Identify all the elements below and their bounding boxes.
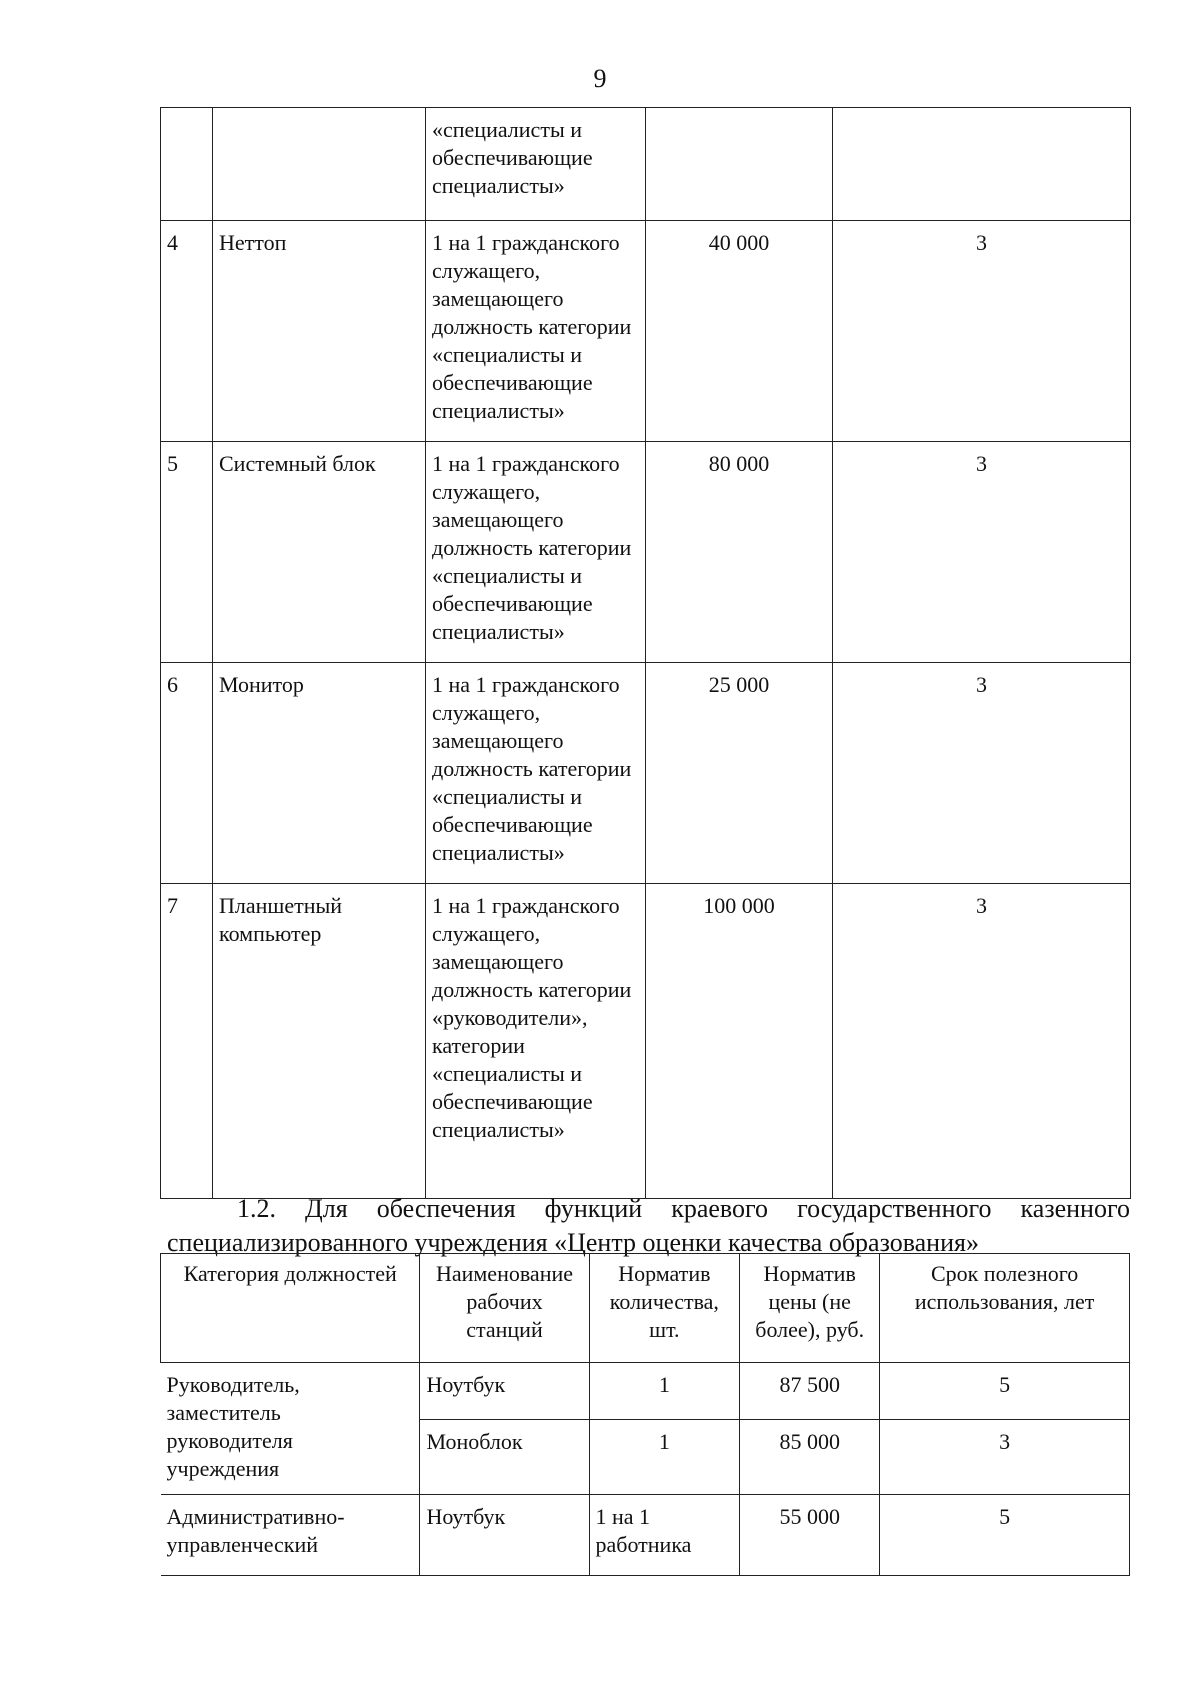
position-category-cell: Административно- управленческий <box>161 1495 420 1576</box>
item-name-cell <box>213 108 426 221</box>
education-center-workstations-table <box>160 1253 1130 1576</box>
page-number: 9 <box>593 64 607 93</box>
row-number-cell: 5 <box>161 442 213 663</box>
workstation-norms-table <box>160 107 1131 1199</box>
quantity-norm-cell: 1 на 1 гражданского служащего, замещающего должность категории «специалисты и обеспечивающие специалисты» <box>426 663 646 884</box>
quantity-cell: 1 <box>589 1420 740 1495</box>
table-row <box>161 221 1131 442</box>
table-row <box>161 442 1131 663</box>
quantity-norm-cell: «специалисты и обеспечивающие специалисты» <box>426 108 646 221</box>
section-heading-line-2: специализированного учреждения «Центр оценки качества образования» <box>167 1228 979 1257</box>
header-price-norm: Норматив цены (не более), руб. <box>740 1254 880 1363</box>
useful-life-cell: 5 <box>880 1363 1130 1420</box>
row-number-cell: 6 <box>161 663 213 884</box>
price-cell: 55 000 <box>740 1495 880 1576</box>
row-number-cell: 7 <box>161 884 213 1199</box>
useful-life-cell: 5 <box>880 1495 1130 1576</box>
useful-life-cell: 3 <box>833 884 1131 1199</box>
useful-life-cell: 3 <box>833 221 1131 442</box>
station-name-cell: Ноутбук <box>420 1495 589 1576</box>
station-name-cell: Моноблок <box>420 1420 589 1495</box>
useful-life-cell: 3 <box>833 442 1131 663</box>
quantity-norm-cell: 1 на 1 гражданского служащего, замещающего должность категории «руководители», категории «специалисты и обеспечивающие специалисты» <box>426 884 646 1199</box>
header-position-category: Категория должностей <box>161 1254 420 1363</box>
station-name-cell: Ноутбук <box>420 1363 589 1420</box>
price-norm-cell: 100 000 <box>646 884 833 1199</box>
section-heading-line-1: 1.2. Для обеспечения функций краевого государственного казенного <box>237 1194 1130 1223</box>
table-row <box>161 108 1131 221</box>
quantity-cell: 1 на 1 работника <box>589 1495 740 1576</box>
header-station-name: Наименование рабочих станций <box>420 1254 589 1363</box>
item-name-cell: Системный блок <box>213 442 426 663</box>
quantity-norm-cell: 1 на 1 гражданского служащего, замещающего должность категории «специалисты и обеспечивающие специалисты» <box>426 221 646 442</box>
header-useful-life: Срок полезного использования, лет <box>880 1254 1130 1363</box>
price-norm-cell <box>646 108 833 221</box>
position-category-cell: Руководитель, заместитель руководителя учреждения <box>161 1363 420 1495</box>
row-number-cell: 4 <box>161 221 213 442</box>
price-norm-cell: 40 000 <box>646 221 833 442</box>
useful-life-cell: 3 <box>833 663 1131 884</box>
table-row <box>161 884 1131 1199</box>
useful-life-cell: 3 <box>880 1420 1130 1495</box>
item-name-cell: Неттоп <box>213 221 426 442</box>
useful-life-cell <box>833 108 1131 221</box>
row-number-cell <box>161 108 213 221</box>
quantity-cell: 1 <box>589 1363 740 1420</box>
section-paragraph <box>167 1192 1130 1260</box>
price-cell: 85 000 <box>740 1420 880 1495</box>
price-cell: 87 500 <box>740 1363 880 1420</box>
price-norm-cell: 80 000 <box>646 442 833 663</box>
table-row <box>161 1363 1130 1420</box>
item-name-cell: Планшетный компьютер <box>213 884 426 1199</box>
table-row <box>161 663 1131 884</box>
header-quantity-norm: Норматив количества, шт. <box>589 1254 740 1363</box>
item-name-cell: Монитор <box>213 663 426 884</box>
quantity-norm-cell: 1 на 1 гражданского служащего, замещающего должность категории «специалисты и обеспечивающие специалисты» <box>426 442 646 663</box>
price-norm-cell: 25 000 <box>646 663 833 884</box>
table-header-row <box>161 1254 1130 1363</box>
table-row <box>161 1495 1130 1576</box>
